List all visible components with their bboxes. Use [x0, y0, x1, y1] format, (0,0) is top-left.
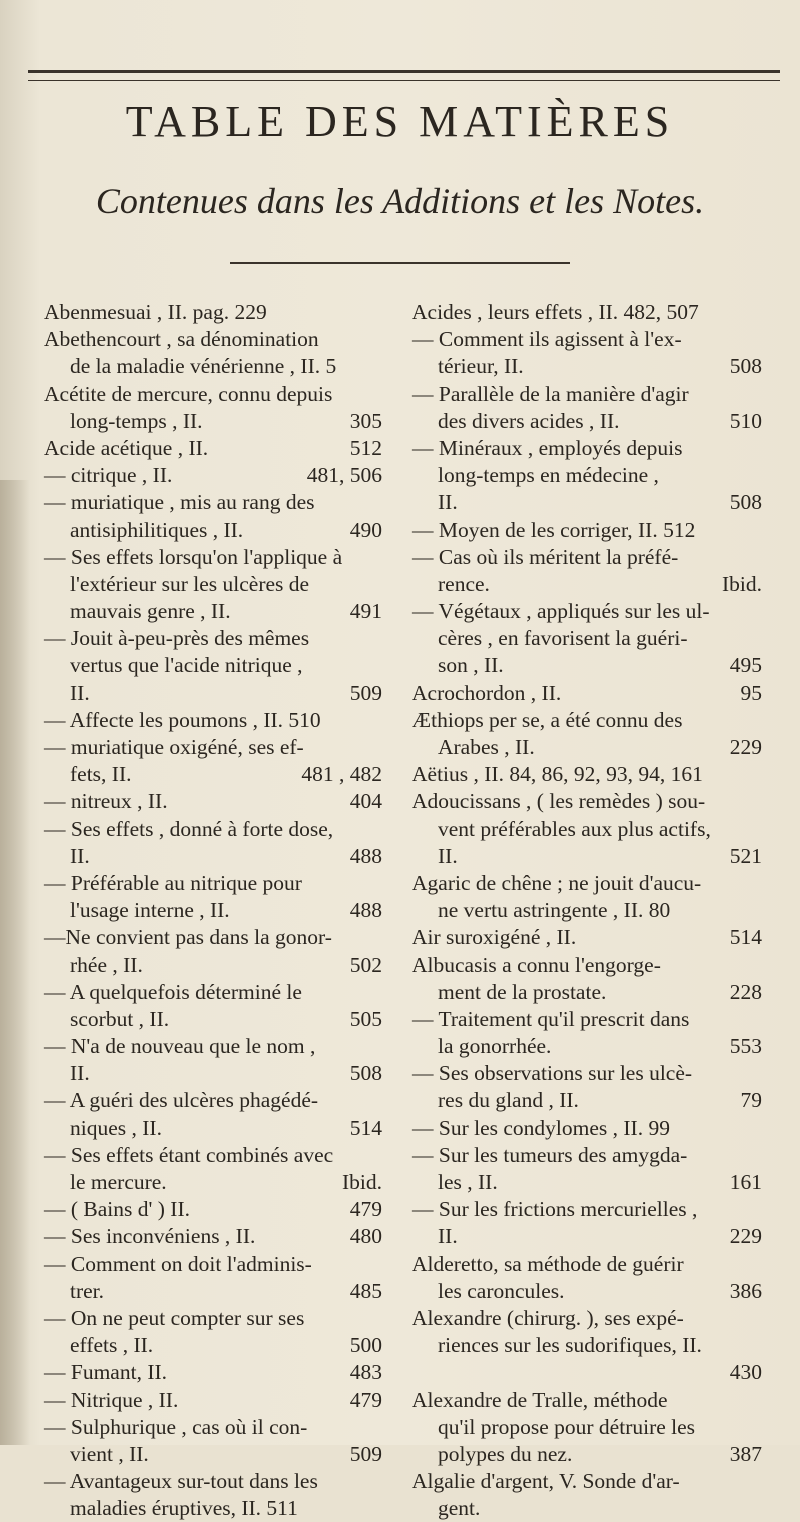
- index-entry-line: [412, 788, 762, 815]
- index-column-left: [44, 299, 382, 1522]
- index-entry-line: [412, 381, 762, 408]
- index-entry-text: Acrochordon , II.: [412, 680, 562, 705]
- index-entry-text: vient , II.: [70, 1441, 149, 1466]
- index-entry-line: [44, 652, 382, 679]
- index-entry-text: II.: [438, 1224, 458, 1249]
- index-entry-text: long-temps en médecine ,: [438, 463, 659, 488]
- index-entry-line: [44, 707, 382, 734]
- index-entry-page: 502: [349, 952, 382, 977]
- index-entry-page: 228: [729, 979, 762, 1004]
- index-entry-line: [44, 1495, 382, 1522]
- index-entry-line: [44, 489, 382, 516]
- index-entry-text: les caroncules.: [438, 1278, 565, 1303]
- index-entry-text: Alexandre (chirurg. ), ses expé-: [412, 1305, 684, 1330]
- index-entry-text: — Minéraux , employés depuis: [412, 435, 683, 460]
- index-entry-line: [44, 408, 382, 435]
- index-entry-line: [412, 1006, 762, 1033]
- index-entry-text: de la maladie vénérienne , II. 5: [70, 354, 337, 379]
- index-entry-text: — Ses inconvéniens , II.: [44, 1224, 256, 1249]
- index-entry-line: [44, 952, 382, 979]
- index-entry-page: 505: [349, 1006, 382, 1031]
- index-entry-text: — Préférable au nitrique pour: [44, 870, 302, 895]
- index-entry-line: [44, 1414, 382, 1441]
- index-entry-text: ment de la prostate.: [438, 979, 607, 1004]
- index-entry-line: [412, 1359, 762, 1386]
- index-entry-text: res du gland , II.: [438, 1088, 579, 1113]
- index-entry-line: [44, 1006, 382, 1033]
- index-entry-line: [44, 299, 382, 326]
- index-entry-text: Algalie d'argent, V. Sonde d'ar-: [412, 1469, 680, 1494]
- index-entry-text: — Parallèle de la manière d'agir: [412, 381, 689, 406]
- index-entry-line: [412, 1169, 762, 1196]
- page-binding-shadow: [0, 480, 30, 1445]
- index-entry-text: riences sur les sudorifiques, II.: [438, 1333, 702, 1358]
- index-entry-line: [412, 544, 762, 571]
- index-entry-text: — Ses effets , donné à forte dose,: [44, 816, 334, 841]
- index-entry-text: Aëtius , II. 84, 86, 92, 93, 94, 161: [412, 762, 703, 787]
- index-entry-page: 485: [349, 1278, 382, 1303]
- index-entry-line: [412, 435, 762, 462]
- index-entry-line: [412, 1332, 762, 1359]
- index-entry-page: 481 , 482: [301, 762, 382, 787]
- index-entry-line: [412, 299, 762, 326]
- index-entry-text: Æthiops per se, a été connu des: [412, 707, 683, 732]
- index-entry-text: — Végétaux , appliqués sur les ul-: [412, 599, 710, 624]
- index-entry-text: Albucasis a connu l'engorge-: [412, 952, 661, 977]
- index-entry-text: — Cas où ils méritent la préfé-: [412, 544, 679, 569]
- index-entry-line: [412, 1115, 762, 1142]
- index-entry-line: [412, 870, 762, 897]
- index-entry-line: [44, 816, 382, 843]
- index-entry-line: [44, 1251, 382, 1278]
- top-double-rule-thin: [28, 80, 780, 81]
- index-entry-text: — Nitrique , II.: [44, 1387, 179, 1412]
- index-entry-line: [44, 381, 382, 408]
- index-entry-text: Alexandre de Tralle, méthode: [412, 1387, 668, 1412]
- index-entry-page: Ibid.: [341, 1170, 382, 1194]
- index-entry-line: [44, 517, 382, 544]
- index-entry-page: 488: [349, 843, 382, 868]
- index-entry-text: des divers acides , II.: [438, 408, 620, 433]
- index-entry-page: 509: [349, 680, 382, 705]
- index-entry-line: [44, 353, 382, 380]
- index-entry-text: long-temps , II.: [70, 408, 203, 433]
- index-entry-text: II.: [70, 680, 90, 705]
- index-entry-line: [412, 408, 762, 435]
- page-title: TABLE DES MATIÈRES: [125, 97, 675, 146]
- index-entry-text: — muriatique oxigéné, ses ef-: [44, 735, 304, 759]
- index-entry-page: 512: [349, 435, 382, 460]
- index-entry-page: 508: [349, 1061, 382, 1086]
- index-entry-line: [412, 979, 762, 1006]
- index-entry-line: [412, 1468, 762, 1495]
- page-subtitle: Contenues dans les Additions et les Notes.: [95, 181, 705, 221]
- top-double-rule-thick: [28, 70, 780, 73]
- index-entry-line: [44, 979, 382, 1006]
- index-entry-line: [44, 326, 382, 353]
- index-entry-line: [412, 462, 762, 489]
- index-entry-text: — Jouit à-peu-près des mêmes: [44, 626, 310, 651]
- index-entry-line: [412, 353, 762, 380]
- index-entry-text: — Ses effets étant combinés avec: [44, 1142, 334, 1167]
- index-entry-text: — Affecte les poumons , II. 510: [44, 707, 321, 732]
- index-entry-page: 229: [729, 1224, 762, 1249]
- index-entry-line: [44, 625, 382, 652]
- index-entry-line: [44, 544, 382, 571]
- index-entry-text: — Moyen de les corriger, II. 512: [412, 517, 696, 542]
- index-entry-text: qu'il propose pour détruire les: [438, 1414, 696, 1439]
- index-entry-text: — Comment ils agissent à l'ex-: [412, 327, 682, 352]
- index-entry-text: II.: [438, 490, 458, 515]
- index-entry-line: [44, 680, 382, 707]
- index-entry-line: [412, 1278, 762, 1305]
- index-entry-page: 508: [729, 354, 762, 379]
- index-entry-text: — Sur les frictions mercurielles ,: [412, 1197, 698, 1222]
- index-entry-text: l'usage interne , II.: [70, 898, 230, 923]
- index-entry-text: — citrique , II.: [44, 463, 173, 488]
- index-entry-line: [412, 326, 762, 353]
- index-entry-line: [44, 1305, 382, 1332]
- index-entry-page: 161: [729, 1170, 762, 1194]
- index-entry-text: fets, II.: [70, 762, 132, 787]
- index-entry-page: 508: [729, 490, 762, 515]
- index-entry-line: [412, 924, 762, 951]
- index-entry-line: [44, 897, 382, 924]
- index-entry-line: [412, 571, 762, 598]
- index-entry-text: polypes du nez.: [438, 1441, 573, 1466]
- index-entry-page: 491: [349, 599, 382, 624]
- index-entry-page: 490: [349, 517, 382, 542]
- index-entry-line: [412, 1033, 762, 1060]
- index-entry-text: vertus que l'acide nitrique ,: [70, 653, 303, 678]
- index-entry-line: [412, 1251, 762, 1278]
- index-entry-text: — Sur les condylomes , II. 99: [412, 1115, 670, 1140]
- index-entry-line: [412, 1495, 762, 1522]
- index-entry-text: II.: [438, 843, 458, 868]
- index-entry-line: [412, 1387, 762, 1414]
- index-entry-page: 514: [349, 1115, 382, 1140]
- index-entry-line: [44, 1387, 382, 1414]
- index-entry-text: Air suroxigéné , II.: [412, 925, 577, 950]
- index-entry-page: 386: [729, 1278, 762, 1303]
- index-entry-text: antisiphilitiques , II.: [70, 517, 244, 542]
- index-entry-text: — N'a de nouveau que le nom ,: [44, 1034, 316, 1059]
- index-entry-line: [412, 1196, 762, 1223]
- index-entry-line: [44, 1169, 382, 1196]
- index-entry-line: [44, 462, 382, 489]
- index-entry-text: — Ses observations sur les ulcè-: [412, 1061, 693, 1086]
- index-entry-page: 483: [349, 1360, 382, 1385]
- index-entry-line: [44, 870, 382, 897]
- index-entry-page: 488: [349, 898, 382, 923]
- index-entry-line: [412, 625, 762, 652]
- index-entry-line: [44, 1033, 382, 1060]
- index-entry-text: Arabes , II.: [438, 735, 535, 759]
- index-entry-line: [44, 1468, 382, 1495]
- index-entry-line: [412, 1223, 762, 1250]
- index-entry-text: gent.: [438, 1496, 481, 1521]
- index-entry-text: Acide acétique , II.: [44, 435, 209, 460]
- section-divider: [230, 262, 570, 264]
- index-entry-text: térieur, II.: [438, 354, 524, 379]
- index-entry-line: [44, 1087, 382, 1114]
- index-entry-text: maladies éruptives, II. 511: [70, 1496, 298, 1521]
- index-entry-line: [412, 1414, 762, 1441]
- index-entry-text: — Traitement qu'il prescrit dans: [412, 1006, 690, 1031]
- index-entry-page: 521: [729, 843, 762, 868]
- index-entry-page: 514: [729, 925, 762, 950]
- index-entry-page: 95: [740, 680, 762, 705]
- index-entry-text: mauvais genre , II.: [70, 599, 231, 624]
- index-entry-line: [412, 1060, 762, 1087]
- index-entry-text: — nitreux , II.: [44, 789, 168, 814]
- index-entry-line: [44, 1142, 382, 1169]
- index-entry-line: [44, 843, 382, 870]
- index-entry-line: [44, 1115, 382, 1142]
- index-entry-text: effets , II.: [70, 1333, 154, 1358]
- index-entry-page: 305: [349, 408, 382, 433]
- index-entry-text: — On ne peut compter sur ses: [44, 1305, 305, 1330]
- index-entry-line: [412, 734, 762, 761]
- index-entry-line: [412, 652, 762, 679]
- index-entry-text: son , II.: [438, 653, 504, 678]
- index-entry-line: [412, 489, 762, 516]
- index-entry-line: [44, 435, 382, 462]
- index-entry-line: [412, 1087, 762, 1114]
- index-entry-text: la gonorrhée.: [438, 1034, 552, 1059]
- index-entry-text: Agaric de chêne ; ne jouit d'aucu-: [412, 870, 702, 895]
- index-entry-text: ne vertu astringente , II. 80: [438, 898, 671, 923]
- index-entry-page: 509: [349, 1441, 382, 1466]
- index-entry-text: Alderetto, sa méthode de guérir: [412, 1251, 684, 1276]
- index-entry-line: [44, 734, 382, 761]
- index-entry-page: 79: [740, 1088, 762, 1113]
- index-entry-line: [412, 1305, 762, 1332]
- index-entry-text: Adoucissans , ( les remèdes ) sou-: [412, 789, 706, 814]
- index-entry-line: [412, 707, 762, 734]
- index-entry-text: niques , II.: [70, 1115, 162, 1140]
- index-entry-line: [44, 571, 382, 598]
- index-entry-text: Abethencourt , sa dénomination: [44, 327, 319, 352]
- index-entry-page: 387: [729, 1441, 762, 1466]
- index-entry-text: — Fumant, II.: [44, 1360, 168, 1385]
- index-entry-text: Acétite de mercure, connu depuis: [44, 381, 333, 406]
- index-entry-page: 430: [729, 1360, 762, 1385]
- index-entry-line: [412, 517, 762, 544]
- index-entry-text: cères , en favorisent la guéri-: [438, 626, 688, 651]
- index-entry-line: [44, 1278, 382, 1305]
- index-entry-text: — A guéri des ulcères phagédé-: [44, 1088, 319, 1113]
- index-entry-page: 480: [349, 1224, 382, 1249]
- index-entry-text: — ( Bains d' ) II.: [44, 1197, 190, 1222]
- index-entry-line: [44, 1196, 382, 1223]
- index-entry-text: — muriatique , mis au rang des: [44, 490, 315, 515]
- index-entry-line: [412, 680, 762, 707]
- index-entry-page: 500: [349, 1333, 382, 1358]
- index-entry-line: [44, 761, 382, 788]
- index-entry-line: [412, 761, 762, 788]
- index-column-right: [412, 299, 762, 1522]
- index-entry-line: [44, 1359, 382, 1386]
- index-entry-line: [44, 788, 382, 815]
- index-entry-text: — Sulphurique , cas où il con-: [44, 1414, 308, 1439]
- index-entry-line: [412, 598, 762, 625]
- index-entry-text: Acides , leurs effets , II. 482, 507: [412, 300, 699, 324]
- index-entry-line: [412, 816, 762, 843]
- index-entry-line: [412, 843, 762, 870]
- index-entry-page: 479: [349, 1387, 382, 1412]
- index-entry-line: [44, 1060, 382, 1087]
- index-entry-page: 553: [729, 1034, 762, 1059]
- index-entry-page: 404: [349, 789, 382, 814]
- index-entry-text: — A quelquefois déterminé le: [44, 979, 302, 1004]
- index-entry-text: — Sur les tumeurs des amygda-: [412, 1142, 688, 1167]
- index-entry-page: 481, 506: [306, 463, 382, 488]
- index-entry-line: [412, 1142, 762, 1169]
- index-entry-text: le mercure.: [70, 1170, 167, 1194]
- index-entry-text: les , II.: [438, 1170, 498, 1194]
- index-entry-text: vent préférables aux plus actifs,: [438, 816, 711, 841]
- index-entry-page: 510: [729, 408, 762, 433]
- index-entry-text: II.: [70, 843, 90, 868]
- index-entry-text: rence.: [438, 571, 490, 596]
- index-entry-page: 229: [729, 735, 762, 759]
- index-entry-text: scorbut , II.: [70, 1006, 170, 1031]
- index-entry-line: [412, 952, 762, 979]
- index-entry-text: — Avantageux sur-tout dans les: [44, 1469, 318, 1494]
- index-entry-line: [44, 1332, 382, 1359]
- index-entry-line: [412, 897, 762, 924]
- index-entry-text: — Comment on doit l'adminis-: [44, 1251, 312, 1276]
- index-entry-line: [44, 1223, 382, 1250]
- index-entry-page: Ibid.: [721, 571, 762, 596]
- index-entry-page: 495: [729, 653, 762, 678]
- index-entry-text: II.: [70, 1061, 90, 1086]
- index-entry-text: l'extérieur sur les ulcères de: [70, 571, 310, 596]
- index-entry-page: 479: [349, 1197, 382, 1222]
- index-entry-text: —Ne convient pas dans la gonor-: [44, 925, 332, 950]
- index-entry-text: rhée , II.: [70, 952, 143, 977]
- index-entry-line: [44, 924, 382, 951]
- index-entry-text: Abenmesuai , II. pag. 229: [44, 300, 267, 324]
- index-entry-text: trer.: [70, 1278, 105, 1303]
- index-entry-text: — Ses effets lorsqu'on l'applique à: [44, 544, 343, 569]
- index-entry-line: [44, 598, 382, 625]
